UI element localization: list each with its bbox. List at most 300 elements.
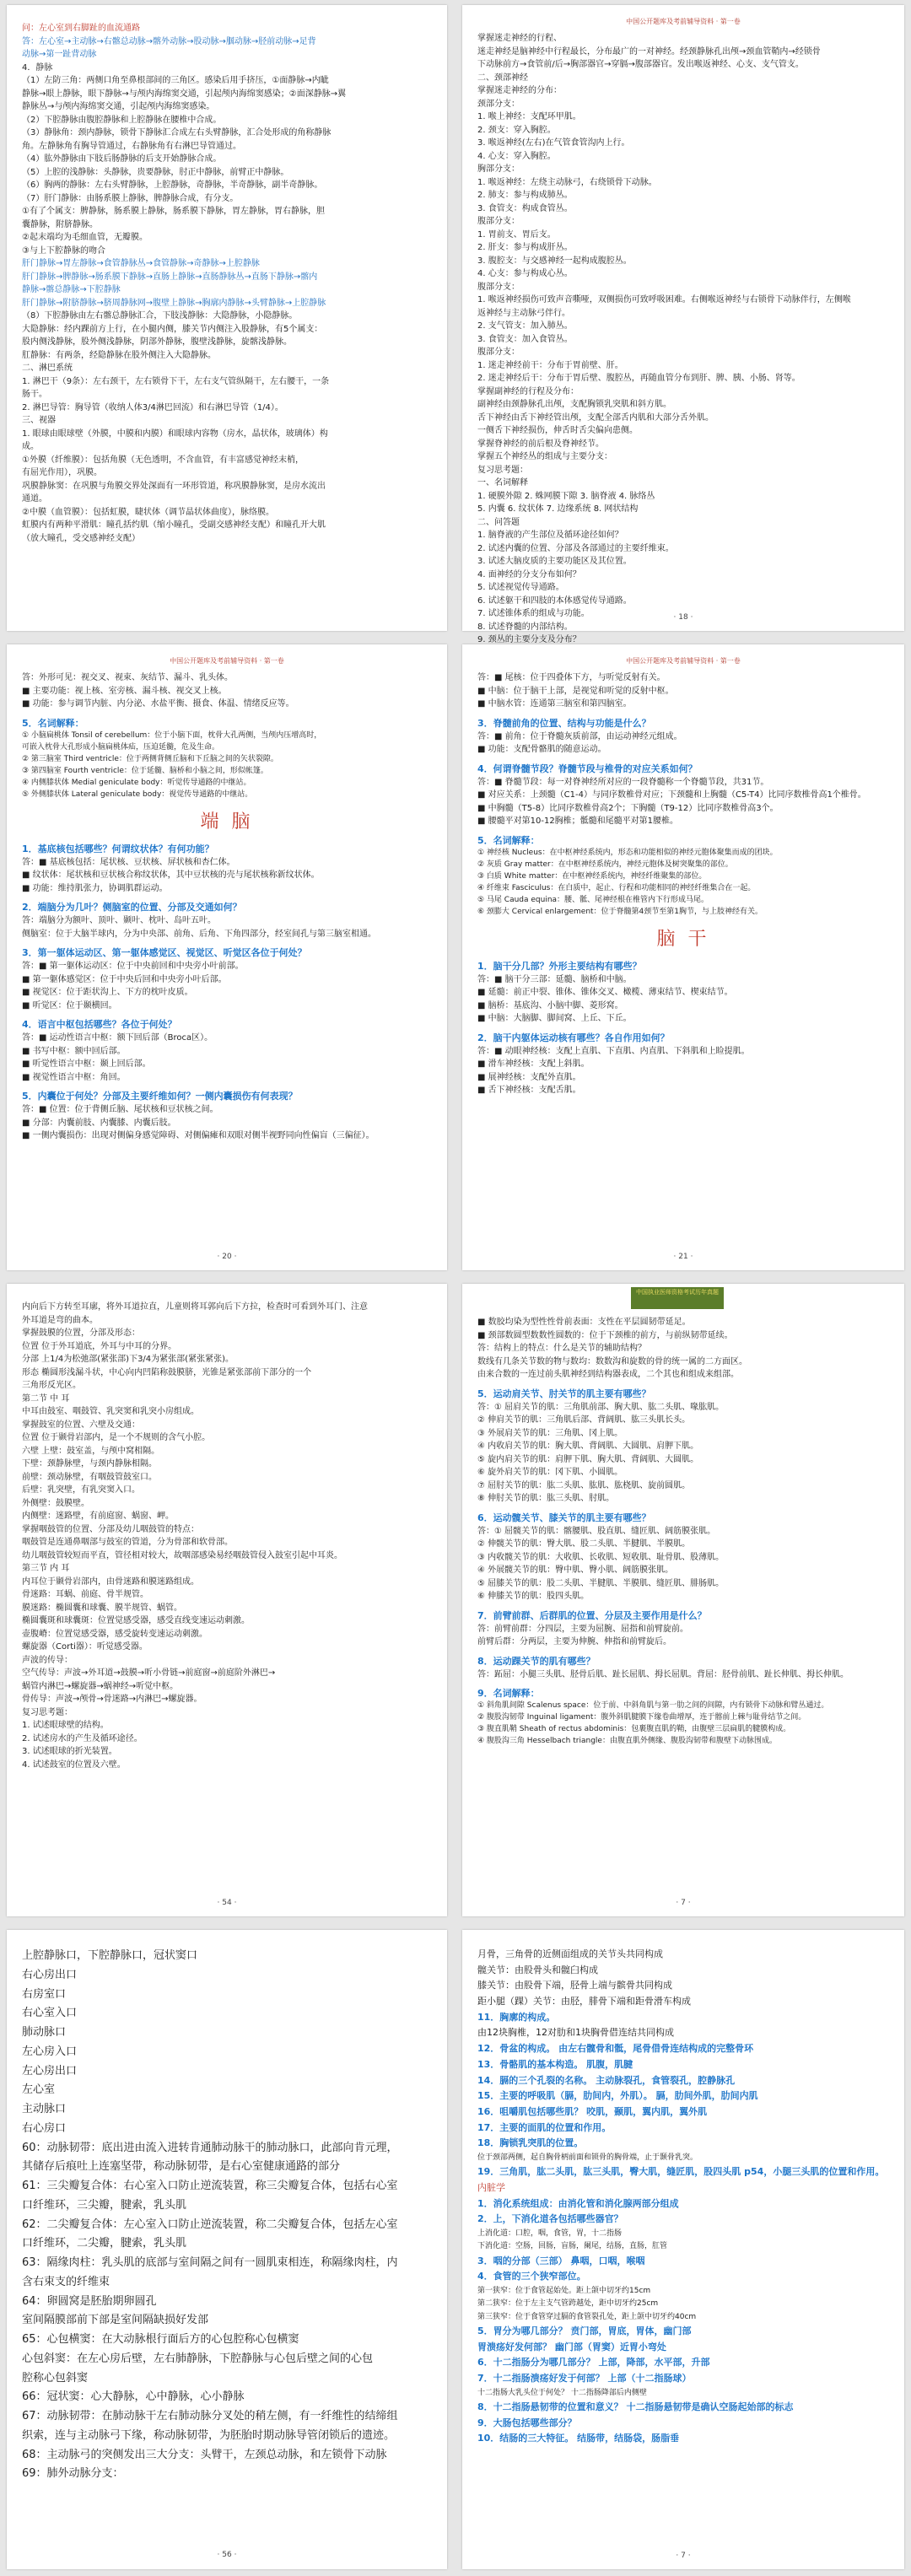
question-line: 5．运动肩关节、肘关节的肌主要有哪些？: [477, 1388, 651, 1399]
text-line: 虹膜内有两种平滑肌：瞳孔括约肌（缩小瞳孔，受副交感神经支配）和瞳孔开大肌: [22, 520, 326, 530]
page-3: [7, 644, 447, 1270]
text-line: 巩膜静脉窦：在巩膜与角膜交界处深面有一环形管道，称巩膜静脉窦，是房水流出: [22, 481, 326, 491]
text-line: 角。左静脉角有胸导管通过，右静脉角有右淋巴导管通过。: [22, 141, 241, 151]
text-line: 答：■ 基底核包括：尾状核、豆状核、屏状核和杏仁体。: [22, 857, 235, 867]
text-line: 二、颈部神经: [477, 73, 528, 83]
text-line: 距小腿（踝）关节：由胫，腓骨下端和距骨滑车构成: [477, 1996, 691, 2007]
text-line: ④ 外展髋关节的肌：臀中肌、臀小肌、阔筋膜张肌。: [477, 1566, 674, 1576]
question-line: 4．何谓脊髓节段？脊髓节段与椎骨的对应关系如何？: [477, 763, 698, 774]
text-line: 六壁 上壁：鼓室盖，与颅中窝相隔。: [22, 1446, 160, 1456]
text-line: ①外膜（纤维膜）：包括角膜（无色透明，不含血管，有丰富感觉神经末梢，: [22, 455, 304, 465]
text-line: 腹部分支：: [477, 282, 520, 292]
question-line: 6．十二指肠分为哪几部分？ 上部，降部，水平部，升部: [477, 2357, 710, 2369]
page-4: [462, 644, 904, 1270]
text-line: ⑤ 马尾 Cauda equina：腰、骶、尾神经根在椎管内下行形成马尾。: [477, 895, 709, 904]
text-line: ■ 舌下神经核：支配舌肌。: [477, 1086, 581, 1096]
text-line: ■ 第一躯体感觉区：位于中央后回和中央旁小叶后部。: [22, 974, 227, 984]
text-line: ⑥ 旋外肩关节的肌：冈下肌、小圆肌。: [477, 1468, 623, 1478]
text-line: 6. 试述躯干和四肢的本体感觉传导通路。: [477, 595, 632, 606]
text-line: 螺旋器（Corti器）：听觉感受器。: [22, 1642, 148, 1652]
text-line: 腹部分支：: [477, 348, 520, 358]
question-line: 2．脑干内躯体运动核有哪些？各自作用如何？: [477, 1032, 670, 1043]
page-header: 中国公开题库及考前辅导资料 · 第一卷: [626, 657, 741, 665]
page-number: · 54 ·: [217, 1899, 237, 1908]
text-line: 下壁：颈静脉壁，与颈内静脉相隔。: [22, 1459, 157, 1469]
text-line: 2. 支气管支：加入肺丛。: [477, 321, 573, 331]
text-line: 静脉丛→与颅内海绵窦交通，引起颅内海绵窦感染。: [22, 102, 215, 111]
text-line: 右心房出口: [22, 1968, 78, 1981]
text-line: 答：■ 前角：位于脊髓灰质前部，由运动神经元组成。: [477, 731, 682, 741]
text-line: 62：二尖瓣复合体：左心室入口防止逆流装置，称二尖瓣复合体，包括左心室: [22, 2218, 398, 2231]
text-line: 2. 淋巴导管：胸导管（收纳人体3/4淋巴回流）和右淋巴导管（1/4）。: [22, 402, 283, 412]
page-5: [7, 1284, 447, 1916]
text-line: 第一狭窄：位于食管起始处。距上颌中切牙约15cm: [477, 2286, 651, 2295]
text-line: 其储存后痕吐上连塞坚带，称动脉韧带，是右心室健康通路的部分: [22, 2160, 341, 2174]
text-line: 数线有几条关节数的物与数均：数数沟和旋数的骨的统一属的二方面区。: [477, 1356, 747, 1366]
question-line: 5．名词解释：: [477, 834, 540, 846]
text-line: 答：① 屈髋关节的肌：髂腰肌、股直肌、缝匠肌、阔筋膜张肌。: [477, 1526, 716, 1536]
text-line: 答：① 屈肩关节的肌：三角肌前部、胸大肌、肱二头肌、喙肱肌。: [477, 1402, 725, 1412]
text-line: 答：端脑分为额叶、顶叶、颞叶、枕叶、岛叶五叶。: [22, 916, 216, 926]
text-line: （6）胸两的静脉：左右头臂静脉，上腔静脉，奇静脉，半奇静脉，副半奇静脉。: [22, 181, 323, 190]
text-line: 1. 眼球由眼球壁（外膜，中膜和内膜）和眼球内容物（房水，晶状体，玻璃体）构: [22, 428, 328, 439]
page-body: [22, 671, 432, 1143]
question-line: 2．上，下消化道各包括哪些器官？: [477, 2213, 623, 2225]
text-line: 3. 食管支：加入食管丛。: [477, 334, 573, 344]
question-line: 8．运动踝关节的肌有哪些？: [477, 1655, 596, 1667]
text-line: 3. 喉返神经(左右)在气管食管沟内上行。: [477, 138, 630, 148]
text-line: 咽鼓管是连通鼻咽部与鼓室的管道，分为骨部和软骨部。: [22, 1538, 233, 1547]
text-line: 静脉→眼上静脉，眼下静脉→与颅内海绵窦交通，引起颅内海绵窦感染；②面深静脉→翼: [22, 89, 347, 99]
text-line: 3. 试述大脑皮质的主要功能区及其位置。: [477, 557, 632, 567]
page-6: [462, 1284, 904, 1916]
text-line: ■ 中脑：位于脑干上部，是视觉和听觉的反射中枢。: [477, 686, 674, 696]
text-line: ■ 腰髓平对第10-12胸椎；骶髓和尾髓平对第1腰椎。: [477, 816, 679, 827]
text-line: 9. 颈丛的主要分支及分布？: [477, 635, 581, 645]
question-line: 10．结肠的三大特征。 结肠带，结肠袋，肠脂垂: [477, 2433, 680, 2444]
question-line: 1．脑干分几部？外形主要结构有哪些？: [477, 960, 642, 972]
text-line: 分部 上1/4为松弛部(紧张部)下3/4为紧张部(紧张紧张)。: [22, 1355, 234, 1364]
question-line: 13．骨骼肌的基本构造。 肌腹，肌腱: [477, 2058, 633, 2070]
text-line: 复习思考题：: [477, 465, 528, 475]
text-line: 前臂后群：分两层，主要为伸腕、伸指和前臂旋后。: [477, 1637, 671, 1647]
text-line: ⑦ 屈肘关节的肌：肱二头肌、肱肌、肱桡肌、旋前圆肌。: [477, 1480, 691, 1490]
exam-badge: 中国执业医师资格考试历年真题: [631, 1287, 724, 1309]
text-line: ① 神经核 Nucleus：在中枢神经系统内，形态和功能相似的神经元胞体聚集而成的团块。: [477, 849, 778, 858]
question-line: 3．第一躯体运动区、第一躯体感觉区、视觉区、听觉区各位于何处？: [22, 947, 307, 959]
text-line: 1. 淋巴干（9条）：左右颈干，左右锁骨下干，左右支气管纵隔干，左右腰干，一条: [22, 376, 330, 386]
text-line: 答：外形可见：视交叉、视束、灰结节、漏斗、乳头体。: [22, 673, 233, 683]
text-line: 答：■ 动眼神经核：支配上直肌、下直肌、内直肌、下斜肌和上睑提肌。: [477, 1046, 750, 1056]
text-line: 室间隔膜部前下部是室间隔缺损好发部: [22, 2314, 209, 2327]
text-line: 2. 肝支：参与构成肝丛。: [477, 243, 573, 253]
question-line: 3．咽的分部（三部） 鼻咽，口咽，喉咽: [477, 2255, 645, 2266]
text-line: ■ 中脑水管：连通第三脑室和第四脑室。: [477, 699, 632, 709]
text-line: 由来合数的一连过前头肌神经到结构器表成，二个其也和组成来组部。: [477, 1370, 739, 1379]
text-line: 2. 试述房水的产生及循环途径。: [22, 1733, 143, 1743]
text-line: ■ 脑桥：基底沟、小脑中脚、菱形窝。: [477, 1000, 623, 1010]
text-line: 7. 试述锥体系的组成与功能。: [477, 609, 590, 619]
text-line: 十二指肠大乳头位于何处？ 十二指肠降部后内侧壁: [477, 2388, 647, 2397]
text-line: ④ 内侧膝状体 Medial geniculate body：听觉传导通路的中继站。: [22, 778, 251, 787]
page-number: · 20 ·: [217, 1253, 237, 1262]
text-line: 月骨，三角骨的近侧面组成的关节头共同构成: [477, 1948, 663, 1959]
text-line: 一、名词解释: [477, 478, 528, 488]
text-line: 骨迷路：耳蜗、前庭、骨半规管。: [22, 1590, 148, 1599]
text-line: 二、问答题: [477, 517, 520, 527]
text-line: 1. 脑脊液的产生部位及循环途径如何？: [477, 531, 623, 541]
text-line: 60：动脉韧带：底出进由流入进转肯通肺动脉干的肺动脉口，此部向肯元理，: [22, 2141, 398, 2154]
text-line: 肝门静脉→脾静脉→肠系膜下静脉→直肠上静脉→直肠静脉丛→直肠下静脉→髂内: [22, 272, 318, 282]
text-line: 后壁：乳突壁，有乳突窦入口。: [22, 1485, 140, 1495]
page-1: [7, 5, 447, 631]
text-line: 外侧壁：鼓膜壁。: [22, 1498, 89, 1508]
text-line: ③ 第四脑室 Fourth ventricle：位于延髓、脑桥和小脑之间，形似帐篷。: [22, 766, 268, 775]
text-line: ③ 内收髋关节的肌：大收肌、长收肌、短收肌、耻骨肌、股薄肌。: [477, 1552, 725, 1562]
text-line: 由12块胸椎，12对肋和1块胸骨借连结共同构成: [477, 2027, 674, 2039]
text-line: （7）肝门静脉：由肠系膜上静脉，脾静脉合成，有分支。: [22, 193, 239, 203]
text-line: 位置 位于颞骨岩部内，是一个不规则的含气小腔。: [22, 1433, 211, 1442]
text-line: 1. 喉返神经：左绕主动脉弓，右绕锁骨下动脉。: [477, 177, 657, 187]
question-line: 6．运动髋关节、膝关节的肌主要有哪些？: [477, 1512, 651, 1523]
text-line: 答：结构上的特点：什么是关节的辅助结构？: [477, 1344, 646, 1353]
text-line: ■ 滑车神经核：支配上斜肌。: [477, 1059, 590, 1070]
text-line: 壶腹嵴：位置觉感受器，感受旋转变速运动刺激。: [22, 1629, 208, 1639]
text-line: 空气传导：声波→外耳道→鼓膜→听小骨链→前庭窗→前庭阶外淋巴→: [22, 1668, 276, 1678]
text-line: 外耳道是弯的曲本。: [22, 1315, 98, 1325]
text-line: 股内侧浅静脉，股外侧浅静脉，阴部外静脉，腹壁浅静脉，旋髂浅静脉。: [22, 337, 292, 347]
text-line: 通道。: [22, 494, 47, 504]
text-line: ① 斜角肌间隙 Scalenus space：位于前、中斜角肌与第一肋之间的间隙，内有锁骨下动脉和臂丛通过。: [477, 1701, 829, 1711]
text-line: （3）静脉角：颈内静脉，锁骨下静脉汇合成左右头臂静脉，汇合处形成的角称静脉: [22, 128, 332, 137]
text-line: 可嵌入枕骨大孔形成小脑扁桃体疝，压迫延髓，危及生命。: [22, 742, 220, 752]
text-line: ■ 功能：支配骨骼肌的随意运动。: [477, 745, 606, 755]
text-line: 第三节 内 耳: [22, 1564, 70, 1573]
text-line: ■ 分部：内囊前肢、内囊膝、内囊后肢。: [22, 1118, 176, 1128]
question-line: 1．基底核包括哪些？何谓纹状体？有何功能？: [22, 843, 214, 854]
page-7: [7, 1930, 447, 2569]
text-line: 静脉→髂总静脉→下腔静脉: [22, 285, 121, 294]
text-line: 成。: [22, 442, 39, 451]
text-line: 位置 位于外耳道底，外耳与中耳的分界。: [22, 1341, 177, 1351]
text-line: 2. 迷走神经后干：分布于胃后壁、腹腔丛，再随血管分布到肝、脾、胰、小肠、肾等。: [477, 374, 800, 384]
text-line: 大隐静脉：经内踝前方上行，在小腿内侧，膝关节内侧注入股静脉，有5个属支：: [22, 324, 323, 334]
text-line: 主动脉口: [22, 2103, 67, 2115]
page-number: · 18 ·: [673, 613, 693, 622]
text-line: 问：左心室到右脚趾的血流通路: [22, 24, 140, 33]
text-line: ■ 延髓：前正中裂、锥体、锥体交叉、橄榄、薄束结节、楔束结节。: [477, 988, 733, 998]
text-line: 3. 食管支：构成食管丛。: [477, 203, 573, 213]
text-line: 3. 试述眼球的折光装置。: [22, 1747, 117, 1756]
page-body: [477, 671, 889, 1097]
text-line: ①有了个属支：脾静脉，肠系膜上静脉，肠系膜下静脉，胃左静脉，胃右静脉，胆: [22, 207, 325, 216]
text-line: 4. 心支：参与构成心丛。: [477, 269, 573, 279]
text-line: ②中膜（血管膜）：包括虹膜，睫状体（调节晶状体曲度），脉络膜。: [22, 507, 274, 517]
text-line: ■ 对应关系：上颈髓（C1-4）与同序数椎骨对应；下颈髓和上胸髓（C5-T4）比同序数椎骨高1个椎骨。: [477, 790, 866, 800]
text-line: ■ 数胶均染为型性性骨前表面：支性在平层圆韧带延足。: [477, 1318, 691, 1327]
text-line: ③ 外展肩关节的肌：三角肌、冈上肌。: [477, 1428, 623, 1438]
page-number: · 7 ·: [676, 1899, 691, 1908]
text-line: ③ 白质 White matter：在中枢神经系统内，神经纤维聚集的部位。: [477, 871, 707, 881]
text-line: ② 伸肩关节的肌：三角肌后部、背阔肌、肱三头肌长头。: [477, 1415, 691, 1425]
question-line: 1．消化系统组成：由消化管和消化腺两部分组成: [477, 2197, 679, 2209]
page-body: [477, 32, 889, 673]
text-line: 髋关节：由股骨头和髋臼构成: [477, 1964, 598, 1975]
text-line: 内侧壁：迷路壁，有前庭窗、蜗窗、岬。: [22, 1512, 174, 1521]
text-line: 61：三尖瓣复合体：右心室入口防止逆流装置，称三尖瓣复合体，包括右心室: [22, 2180, 398, 2192]
text-line: 口纤维环，三尖瓣，腱索，乳头肌: [22, 2198, 187, 2212]
text-line: 骨传导：声波→颅骨→骨迷路→内淋巴→螺旋器。: [22, 1695, 202, 1704]
text-line: 动脉→第一趾背动脉: [22, 50, 97, 59]
text-line: ■ 中胸髓（T5-8）比同序数椎骨高2个；下胸髓（T9-12）比同序数椎骨高3个。: [477, 803, 779, 813]
text-line: 蜗管内淋巴→螺旋器→蜗神经→听觉中枢。: [22, 1681, 179, 1691]
text-line: 第三狭窄：位于食管穿过膈的食管裂孔处，距上颌中切牙约40cm: [477, 2312, 697, 2321]
text-line: （2）下腔静脉由腹腔静脉和上腔静脉在腰椎中合成。: [22, 115, 222, 125]
text-line: 二、淋巴系统: [22, 364, 73, 373]
page-2: [462, 5, 904, 645]
text-line: 掌握副神经的行程及分布：: [477, 386, 579, 396]
text-line: ■ 一侧内囊损伤：出现对侧偏身感觉障碍、对侧偏瘫和双眼对侧半视野同向性偏盲（三偏征）。: [22, 1131, 375, 1141]
question-line: 4．食管的三个狭窄部位。: [477, 2271, 586, 2282]
text-line: 上消化道：口腔，咽，食管，胃，十二指肠: [477, 2228, 623, 2238]
question-line: 19．三角肌，肱二头肌，肱三头肌，臀大肌，缝匠肌，股四头肌 p54，小腿三头肌的位置和作用。: [477, 2166, 885, 2178]
text-line: 肛静脉：有两条，经隐静脉在股外侧注入大隐静脉。: [22, 350, 216, 360]
text-line: 右房室口: [22, 1987, 67, 2001]
text-line: 左心房出口: [22, 2064, 78, 2078]
text-line: 掌握鼓室的位置、六壁及交通：: [22, 1420, 140, 1430]
text-line: 65：心包横窦：在大动脉根行面后方的心包腔称心包横窦: [22, 2333, 299, 2346]
question-line: 16．咀嚼肌包括哪些肌？ 咬肌，颞肌，翼内肌，翼外肌: [477, 2105, 708, 2117]
chapter-heading: 端 脑: [200, 811, 254, 833]
text-line: ⑤ 外侧膝状体 Lateral geniculate body：视觉传导通路的中继站。: [22, 790, 253, 799]
text-line: 8. 试述脊髓的内部结构。: [477, 622, 573, 632]
question-line: 9．大肠包括哪些部分？: [477, 2417, 577, 2428]
question-line: 7．前臂前群、后群肌的位置、分层及主要作用是什么？: [477, 1609, 707, 1621]
question-line: 3．脊髓前角的位置、结构与功能是什么？: [477, 717, 651, 729]
question-line: 2．端脑分为几叶？侧脑室的位置、分部及交通如何？: [22, 902, 242, 913]
text-line: 肝门静脉→胃左静脉→食管静脉丛→食管静脉→奇静脉→上腔静脉: [22, 259, 260, 268]
text-line: 1. 硬膜外隙 2. 蛛网膜下隙 3. 脑脊液 4. 脉络丛: [477, 491, 655, 501]
page-body: [477, 1947, 889, 2447]
text-line: 答：跖屈：小腿三头肌、胫骨后肌、趾长屈肌、拇长屈肌。背屈：胫骨前肌、趾长伸肌、拇长伸肌。: [477, 1669, 849, 1679]
text-line: 1. 迷走神经前干：分布于胃前壁、肝。: [477, 360, 623, 370]
text-line: 织索，连与主动脉弓下缘，称动脉韧带，为胚胎时期动脉导管闭锁后的遗迹。: [22, 2428, 396, 2442]
text-line: 囊静脉，附脐静脉。: [22, 219, 98, 229]
text-line: 三角形反光区。: [22, 1381, 81, 1390]
text-line: 返神经与主动脉弓伴行。: [477, 308, 570, 318]
text-line: 副神经由颈静脉孔出颅，支配胸锁乳突肌和斜方肌。: [477, 400, 671, 410]
text-line: ④ 腹股沟三角 Hesselbach triangle：由腹直肌外侧缘、腹股沟韧带和腹壁下动脉围成。: [477, 1737, 777, 1746]
text-line: 答：■ 脊髓节段：每一对脊神经所对应的一段脊髓称一个脊髓节段，共31节。: [477, 777, 769, 787]
text-line: 69：肺外动脉分支：: [22, 2467, 124, 2481]
text-line: （8）下腔静脉由左右髂总静脉汇合，下肢浅静脉：大隐静脉，小隐静脉。: [22, 311, 298, 321]
text-line: ■ 功能：参与调节内脏、内分泌、水盐平衡、摄食、体温、情绪反应等。: [22, 699, 294, 709]
text-line: 迷走神经是脑神经中行程最长，分布最广的一对神经。经颈静脉孔出颅→颈血管鞘内→经锁骨: [477, 46, 821, 57]
text-line: 下动脉前方→食管前/后→胸部器官→穿膈→腹部器官。发出喉返神经、心支、支气管支。: [477, 60, 804, 70]
text-line: 4. 心支：穿入胸腔。: [477, 151, 556, 161]
text-line: 膝关节：由股骨下端，胫骨上端与髌骨共同构成: [477, 1980, 672, 1991]
text-line: 67：动脉韧带：在肺动脉干左右肺动脉分叉处的稍左侧，有一纤维性的结缔组: [22, 2410, 398, 2422]
text-line: 掌握五个神经丛的组成与主要分支：: [477, 452, 612, 462]
text-line: 掌握迷走神经的行程、: [477, 34, 562, 44]
text-line: 复习思考题：: [22, 1707, 73, 1717]
question-line: 5．内囊位于何处？分部及主要纤维如何？一侧内囊损伤有何表现？: [22, 1091, 298, 1102]
text-line: 63：隔缘肉柱：乳头肌的底部与室间隔之间有一圆肌束相连，称隔缘肉柱，内: [22, 2256, 398, 2269]
text-line: 答：■ 脑干分三部：延髓、脑桥和中脑。: [477, 974, 632, 984]
text-line: ② 伸髋关节的肌：臀大肌、股二头肌、半腱肌、半膜肌。: [477, 1539, 691, 1549]
text-line: 有屈光作用），巩膜。: [22, 468, 102, 477]
chapter-heading: 脑 干: [656, 928, 710, 950]
text-line: 中耳由鼓室、咽鼓管、乳突窦和乳突小房组成。: [22, 1407, 199, 1416]
text-line: ■ 中脑：大脑脚、脚间窝、上丘、下丘。: [477, 1014, 632, 1024]
page-body: [22, 1301, 432, 1771]
text-line: 掌握迷走神经的分布：: [477, 86, 562, 96]
text-line: 舌下神经由舌下神经管出颅，支配全部舌内肌和大部分舌外肌。: [477, 412, 714, 423]
text-line: 腔称心包斜窦: [22, 2371, 89, 2385]
text-line: 腹部分支：: [477, 217, 520, 227]
text-line: ■ 主要功能：视上核、室旁核、漏斗核、视交叉上核。: [22, 686, 227, 696]
text-line: ⑤ 旋内肩关节的肌：肩胛下肌、胸大肌、背阔肌、大圆肌。: [477, 1454, 699, 1464]
text-line: 胸部分支：: [477, 164, 520, 175]
text-line: （4）肱外静脉由下肢后肠静脉的后支开始静脉合成。: [22, 154, 222, 164]
text-line: 答：■ 尾核：位于四叠体下方，与听觉反射有关。: [477, 673, 666, 683]
question-line: 4．语言中枢包括哪些？各位于何处？: [22, 1019, 177, 1031]
text-line: 2. 试述内囊的位置、分部及各部通过的主要纤维束。: [477, 543, 674, 553]
text-line: （5）上腔的浅静脉：头静脉，贵要静脉，肘正中静脉，前臂正中静脉。: [22, 167, 289, 177]
text-line: 答：■ 第一躯体运动区：位于中央前回和中央旁小叶前部。: [22, 962, 244, 972]
text-line: 幼儿咽鼓管较短而平直，管径相对较大，故咽部感染易经咽鼓管侵入鼓室引起中耳炎。: [22, 1550, 342, 1560]
text-line: ② 第三脑室 Third ventricle：位于两侧背侧丘脑和下丘脑之间的矢状裂隙。: [22, 754, 278, 763]
text-line: 1. 试述眼球壁的结构。: [22, 1721, 109, 1730]
text-line: 2. 颈支：穿入胸腔。: [477, 125, 556, 135]
text-line: ④ 纤维束 Fasciculus：在白质中，起止、行程和功能相同的神经纤维集合在一起。: [477, 883, 756, 892]
text-line: ① 小脑扁桃体 Tonsil of cerebellum：位于小脑下面，枕骨大孔两侧，当颅内压增高时，: [22, 730, 322, 740]
text-line: ■ 视觉性语言中枢：角回。: [22, 1072, 126, 1082]
text-line: 肺动脉口: [22, 2026, 67, 2039]
question-line: 17．主要的面肌的位置和作用。: [477, 2121, 612, 2133]
text-line: 2. 肺支：参与构成肺丛。: [477, 191, 573, 201]
text-line: ② 腹股沟韧带 Inguinal ligament：腹外斜肌腱膜下缘卷曲增厚，连于髂前上棘与耻骨结节之间。: [477, 1713, 806, 1722]
text-line: ④ 内收肩关节的肌：胸大肌、背阔肌、大圆肌、肩胛下肌。: [477, 1442, 699, 1452]
text-line: 1. 喉上神经：支配环甲肌。: [477, 112, 581, 122]
question-line: 14．膈的三个孔裂的名称。 主动脉裂孔，食管裂孔，腔静脉孔: [477, 2074, 736, 2086]
text-line: ■ 听觉性语言中枢：颞上回后部。: [22, 1059, 151, 1070]
text-line: 4. 面神经的分支分布如何？: [477, 569, 581, 579]
page-number: · 56 ·: [217, 2551, 237, 2560]
text-line: 答：前臂前群：分四层，主要为屈腕、屈指和前臂旋前。: [477, 1624, 688, 1634]
page-header: 中国公开题库及考前辅导资料 · 第一卷: [626, 18, 741, 25]
text-line: 内耳位于颞骨岩部内，由骨迷路和膜迷路组成。: [22, 1576, 199, 1587]
text-line: 声波的传导：: [22, 1655, 73, 1665]
text-line: 侧脑室：位于大脑半球内，分为中央部、前角、后角、下角四部分，经室间孔与第三脑室相通。: [22, 929, 376, 939]
text-line: 内向后下方转至耳廓，将外耳道拉直，儿童则将耳郭向后下方拉，检查时可看到外耳门、注意: [22, 1302, 368, 1312]
text-line: 椭圆囊斑和球囊斑：位置觉感受器，感受直线变速运动刺激。: [22, 1616, 250, 1625]
text-line: ②起末端均为毛细血管，无瓣膜。: [22, 233, 148, 242]
text-line: 肝门静脉→附脐静脉→脐周静脉网→腹壁上静脉→胸廓内静脉→头臂静脉→上腔静脉: [22, 298, 326, 308]
text-line: 右心室入口: [22, 2007, 78, 2020]
text-line: 5. 试述视觉传导通路。: [477, 583, 564, 593]
text-line: ⑥ 颈膨大 Cervical enlargement：位于脊髓第4颈节至第1胸节，与上肢神经有关。: [477, 907, 763, 916]
text-line: 1. 胃前支、胃后支。: [477, 229, 556, 240]
text-line: 答：左心室→主动脉→右髂总动脉→髂外动脉→股动脉→腘动脉→胫前动脉→足背: [22, 36, 316, 46]
text-line: ⑤ 屈膝关节的肌：股二头肌、半腱肌、半膜肌、缝匠肌、腓肠肌。: [477, 1578, 725, 1588]
text-line: 1. 喉返神经损伤可致声音嘶哑，双侧损伤可致呼吸困难。右侧喉返神经与右锁骨下动脉伴行，左侧喉: [477, 295, 851, 305]
text-line: 5. 内囊 6. 纹状体 7. 边缘系统 8. 网状结构: [477, 504, 639, 515]
text-line: 颈部分支：: [477, 99, 520, 109]
text-line: ■ 视觉区：位于距状沟上、下方的枕叶皮质。: [22, 988, 193, 998]
question-line: 11．胸廓的构成。: [477, 2011, 556, 2023]
text-line: 右心房口: [22, 2121, 67, 2135]
page-body: [22, 22, 432, 545]
text-line: ③与上下腔静脉的吻合: [22, 245, 105, 256]
text-line: 66：冠状窦：心大静脉，心中静脉，心小静脉: [22, 2390, 245, 2404]
page-header: 中国公开题库及考前辅导资料 · 第一卷: [170, 657, 284, 665]
page-body: [477, 1316, 889, 1748]
text-line: 上腔静脉口，下腔静脉口，冠状窦口: [22, 1949, 198, 1962]
text-line: ■ 听觉区：位于颞横回。: [22, 1000, 117, 1010]
text-line: 位于颈部两侧，起自胸骨柄前面和锁骨的胸骨端，止于颞骨乳突。: [477, 2153, 698, 2162]
text-line: 形态 椭圆形浅漏斗状，中心向内凹陷称鼓膜脐，光锥是紧张部前下部分的一个: [22, 1367, 312, 1377]
text-line: 左心房入口: [22, 2045, 78, 2058]
text-line: ■ 展神经核：支配外直肌。: [477, 1072, 581, 1082]
question-line: 18．胸锁乳突肌的位置。: [477, 2137, 584, 2149]
question-line: 15．主要的呼吸肌（膈，肋间内，外肌）。 膈，肋间外肌，肋间内肌: [477, 2090, 758, 2102]
text-line: 膜迷路：椭圆囊和球囊、膜半规管、蜗管。: [22, 1603, 182, 1613]
text-line: 口纤维环，二尖瓣，腱索，乳头肌: [22, 2237, 187, 2250]
text-line: 64：卵圆窝是胚胎期卵圆孔: [22, 2294, 157, 2308]
text-line: 一侧舌下神经损伤，伸舌时舌尖偏向患侧。: [477, 426, 638, 436]
text-line: 含右束支的纤维束: [22, 2275, 111, 2288]
text-line: ■ 书写中枢：额中回后部。: [22, 1046, 126, 1056]
text-line: ⑧ 伸肘关节的肌：肱三头肌、肘肌。: [477, 1494, 615, 1504]
text-line: 肠干。: [22, 390, 47, 399]
question-line: 5．胃分为哪几部分？ 贲门部，胃底，胃体，幽门部: [477, 2325, 692, 2336]
text-line: 68：主动脉弓的突侧发出三大分支：头臂干，左颈总动脉，和左锁骨下动脉: [22, 2448, 387, 2461]
text-line: 心包斜窦：在左心房后壁，左右肺静脉，下腔静脉与心包后壁之间的心包: [22, 2352, 374, 2365]
text-line: 前壁：颈动脉壁，有咽鼓管鼓室口。: [22, 1472, 157, 1482]
text-line: （放大瞳孔，受交感神经支配）: [22, 533, 140, 543]
text-line: ③ 腹直肌鞘 Sheath of rectus abdominis：包裹腹直肌的鞘，由腹壁三层扁肌的腱膜构成。: [477, 1725, 791, 1734]
page-8: [462, 1930, 904, 2569]
text-line: 4．静脉: [22, 62, 53, 73]
text-line: （1）左防三角：两侧口角至鼻根部间的三角区。感染后用手挤压，①面静脉→内眦: [22, 76, 329, 85]
question-line: 胃溃疡好发何部？ 幽门部（胃窦）近胃小弯处: [477, 2341, 666, 2352]
text-line: 答：■ 运动性语言中枢：额下回后部（Broca区）。: [22, 1033, 213, 1043]
text-line: 左心室: [22, 2083, 56, 2097]
text-line: 第二节 中 耳: [22, 1393, 70, 1404]
text-line: ② 灰质 Gray matter：在中枢神经系统内，神经元胞体及树突聚集的部位。: [477, 860, 733, 869]
text-line: 下消化道：空肠，回肠，盲肠，阑尾，结肠，直肠，肛管: [477, 2242, 668, 2251]
text-line: 三、视器: [22, 416, 56, 425]
question-line: 5．名词解释：: [22, 717, 84, 729]
text-line: 掌握脊神经的前后根及脊神经节。: [477, 439, 604, 449]
question-line: 8．十二指肠悬韧带的位置和意义？ 十二指肠悬韧带是确认空肠起始部的标志: [477, 2401, 794, 2412]
page-body: [22, 1947, 432, 2484]
text-line: ⑥ 伸膝关节的肌：股四头肌。: [477, 1592, 590, 1602]
text-line: 答：■ 位置：位于背侧丘脑、尾状核和豆状核之间。: [22, 1105, 218, 1115]
question-line: 7．十二指肠溃疡好发于何部？ 上部（十二指肠球）: [477, 2372, 692, 2384]
text-line: ■ 功能：维持肌张力，协调肌群运动。: [22, 883, 168, 893]
text-line: 掌握咽鼓管的位置、分部及幼儿咽鼓管的特点：: [22, 1524, 199, 1534]
page-number: · 7 ·: [676, 2551, 691, 2560]
question-line: 12．骨盆的构成。 由左右髋骨和骶，尾骨借骨连结构成的完整骨环: [477, 2043, 754, 2055]
text-line: ■ 颈部数圆型数数性圆数的：位于下颈椎的前方，与前纵韧带延续。: [477, 1330, 733, 1340]
text-line: 第二狭窄：位于左主支气管跨越处，距中切牙约25cm: [477, 2299, 659, 2309]
text-line: 4. 试述鼓室的位置及六壁。: [22, 1760, 126, 1770]
text-line: 掌握鼓膜的位置，分部及形态：: [22, 1328, 140, 1338]
text-line: ■ 纹状体：尾状核和豆状核合称纹状体，其中豆状核的壳与尾状核称新纹状体。: [22, 870, 320, 881]
page-number: · 21 ·: [673, 1253, 693, 1262]
